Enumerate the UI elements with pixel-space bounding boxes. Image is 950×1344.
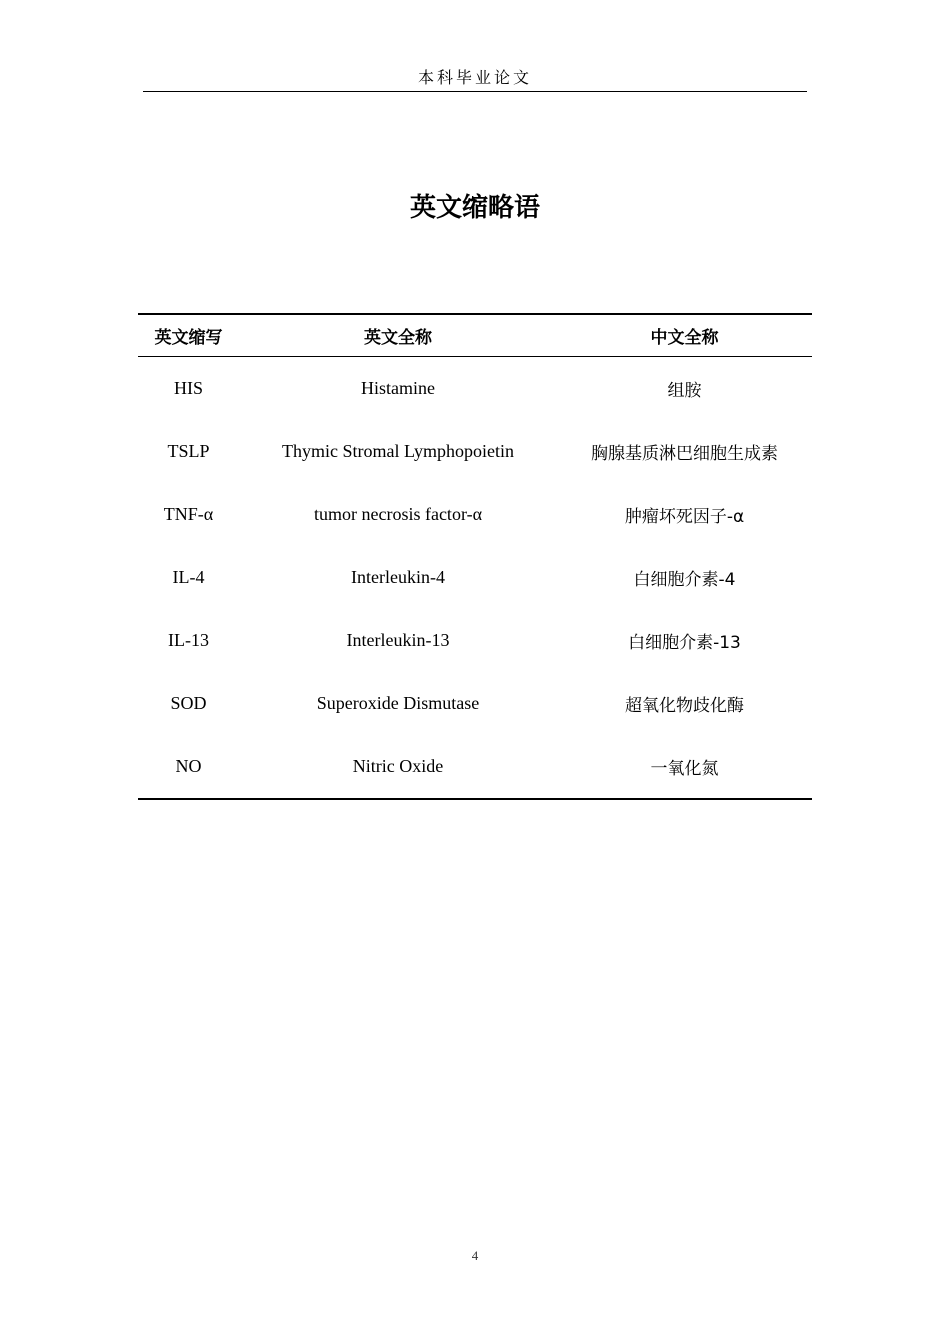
cell-english-name: Histamine	[361, 378, 435, 398]
table-row	[138, 357, 812, 421]
table-row	[138, 609, 812, 672]
cell-english-name: Thymic Stromal Lymphopoietin	[282, 441, 514, 461]
cell-english-name: Interleukin-4	[351, 567, 445, 587]
page-number: 4	[471, 1248, 479, 1263]
cell-abbreviation: TNF-α	[163, 504, 214, 524]
table-row	[138, 735, 812, 799]
header-abbreviation: 英文缩写	[138, 314, 239, 357]
running-header-title: 本科毕业论文	[417, 70, 532, 87]
cell-english-name: Interleukin-13	[346, 630, 450, 650]
cell-chinese-name: 组胺	[667, 381, 702, 401]
cell-abbreviation: IL-4	[172, 567, 205, 587]
cell-abbreviation: TSLP	[167, 441, 210, 461]
header-english-name: 英文全称	[239, 314, 557, 357]
cell-chinese-name: 一氧化氮	[557, 735, 812, 799]
cell-english-name: Nitric Oxide	[239, 735, 557, 799]
cell-abbreviation: IL-13	[168, 630, 209, 650]
table-row	[138, 420, 812, 483]
cell-chinese-name: 白细胞介素-4	[633, 570, 736, 590]
abbreviation-table	[138, 313, 812, 800]
cell-abbreviation: NO	[138, 735, 239, 799]
cell-abbreviation: HIS	[173, 378, 203, 398]
table-header-row	[138, 314, 812, 357]
table-row	[138, 483, 812, 546]
cell-chinese-name: 胸腺基质淋巴细胞生成素	[591, 444, 778, 464]
running-header	[143, 68, 807, 92]
table-row	[138, 672, 812, 735]
header-chinese-name: 中文全称	[557, 314, 812, 357]
cell-abbreviation: SOD	[170, 693, 207, 713]
cell-chinese-name: 肿瘤坏死因子-α	[624, 507, 745, 527]
cell-chinese-name: 白细胞介素-13	[628, 633, 741, 653]
table-row	[138, 546, 812, 609]
cell-english-name: Superoxide Dismutase	[316, 693, 480, 713]
page-title: 英文缩略语	[409, 193, 540, 223]
cell-chinese-name: 超氧化物歧化酶	[625, 696, 744, 716]
cell-english-name: tumor necrosis factor-α	[313, 504, 482, 524]
